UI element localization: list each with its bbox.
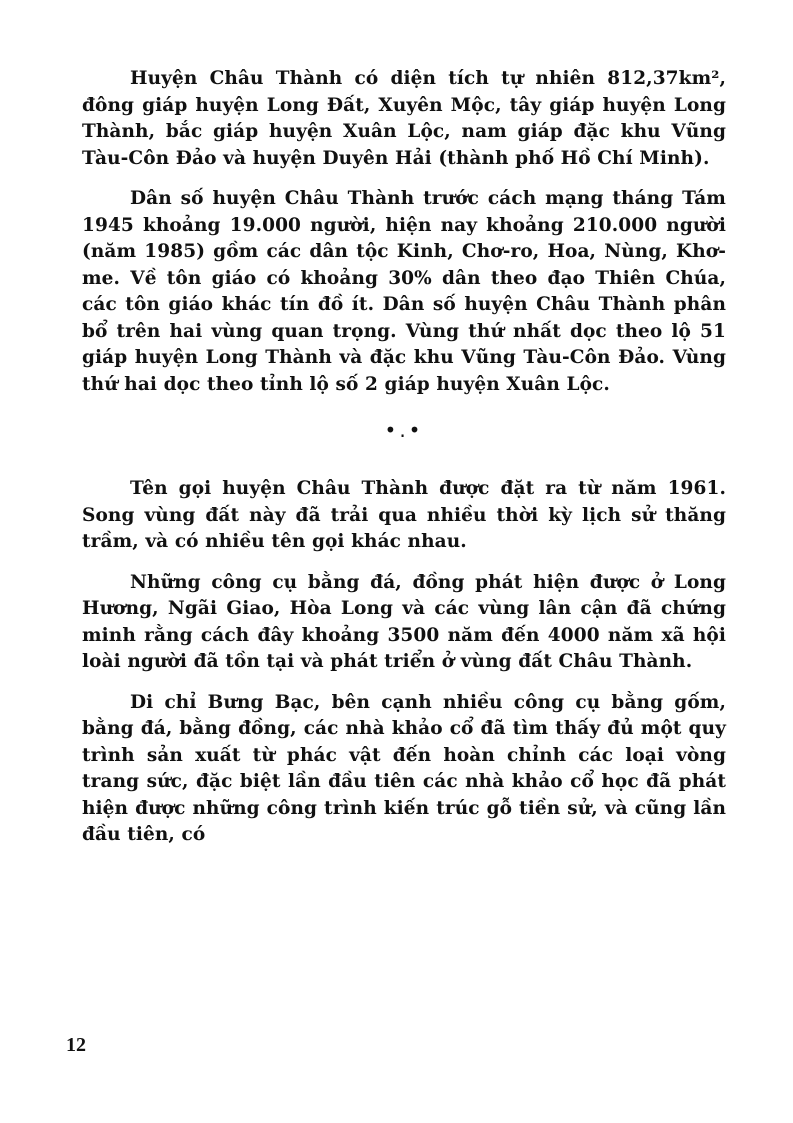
paragraph-population: Dân số huyện Châu Thành trước cách mạng tháng Tám 1945 khoảng 19.000 người, hiện nay khoảng 210.000 người (năm 1985) gồm các dân tộc Kinh, Chơ-ro, Hoa, Nùng, Khơ-me. Về tôn giáo có khoảng 30% dân theo đạo Thiên Chúa, các tôn giáo khác tín đồ ít. Dân số huyện Châu Thành phân bổ trên hai vùng quan trọng. Vùng thứ nhất dọc theo lộ 51 giáp huyện Long Thành và đặc khu Vũng Tàu-Côn Đảo. Vùng thứ hai dọc theo tỉnh lộ số 2 giáp huyện Xuân Lộc. xyxy=(82,188,726,395)
paragraph-bung-bac-site: Di chỉ Bưng Bạc, bên cạnh nhiều công cụ bằng gốm, bằng đá, bằng đồng, các nhà khảo cổ đã tìm thấy đủ một quy trình sản xuất từ phác vật đến hoàn chỉnh các loại vòng trang sức, đặc biệt lần đầu tiên các nhà khảo cổ học đã phát hiện được những công trình kiến trúc gỗ tiền sử, và cũng lần đầu tiên, có xyxy=(82,691,726,845)
document-page xyxy=(82,66,726,849)
paragraph-name-origin: Tên gọi huyện Châu Thành được đặt ra từ năm 1961. Song vùng đất này đã trải qua nhiều thời kỳ lịch sử thăng trầm, và có nhiều tên gọi khác nhau. xyxy=(82,478,726,552)
page-number: 12 xyxy=(66,1034,86,1056)
paragraph-geography: Huyện Châu Thành có diện tích tự nhiên 812,37km², đông giáp huyện Long Đất, Xuyên Mộc, tây giáp huyện Long Thành, bắc giáp huyện Xuân Lộc, nam giáp đặc khu Vũng Tàu-Côn Đảo và huyện Duyên Hải (thành phố Hồ Chí Minh). xyxy=(82,68,726,169)
section-divider: •.• xyxy=(384,418,424,442)
paragraph-stone-tools: Những công cụ bằng đá, đồng phát hiện được ở Long Hương, Ngãi Giao, Hòa Long và các vùng lân cận đã chứng minh rằng cách đây khoảng 3500 năm đến 4000 năm xã hội loài người đã tồn tại và phát triển ở vùng đất Châu Thành. xyxy=(82,571,726,672)
